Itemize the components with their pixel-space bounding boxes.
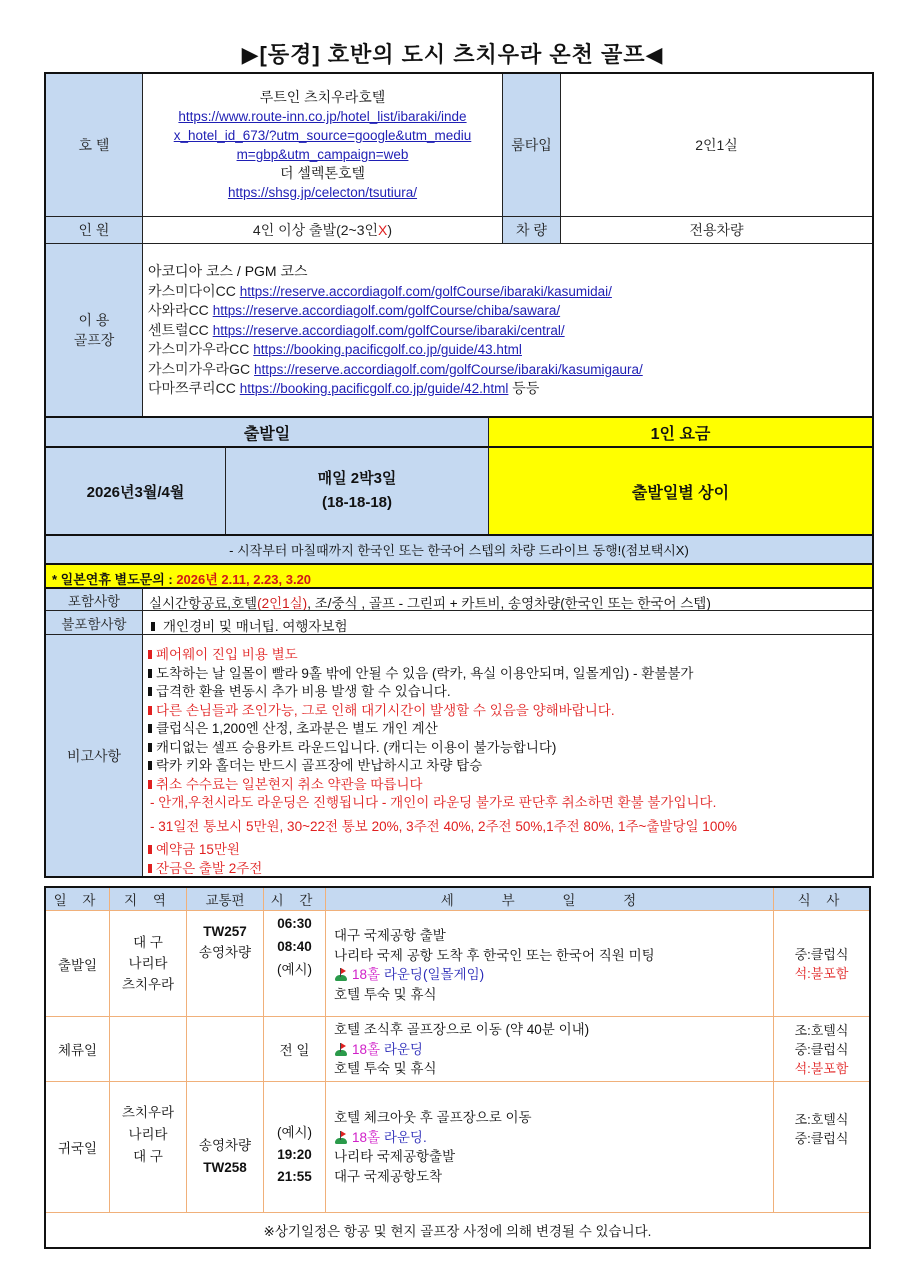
courses-intro: 아코디아 코스 / PGM 코스 — [148, 263, 308, 279]
bullet-icon — [148, 669, 152, 678]
excluded-value: 개인경비 및 매너팁. 여행자보험 — [142, 610, 872, 634]
col-header-time: 시 간 — [263, 888, 325, 910]
course-link[interactable]: https://reserve.accordiagolf.com/golfCourse/ibaraki/kasumidai/ — [239, 283, 612, 299]
col-header-region: 지 역 — [109, 888, 186, 910]
row-day: 출발일 — [46, 910, 109, 1016]
hotel-info — [142, 74, 502, 216]
people-value: 4인 이상 출발(2~3인 X ) — [142, 216, 502, 243]
bullet-icon — [148, 650, 152, 659]
remarks-list — [148, 646, 737, 878]
row-time: 06:30 08:40 (예시) — [263, 910, 325, 1016]
vehicle-value: 전용차량 — [560, 216, 872, 243]
courses-label: 이 용 골프장 — [46, 243, 142, 416]
course-link[interactable]: https://reserve.accordiagolf.com/golfCourse/chiba/sawara/ — [212, 303, 561, 318]
row-details: 호텔 체크아웃 후 골프장으로 이동 18홀 라운딩. 나리타 국제공항출발 대구 국제공항도착 — [325, 1081, 773, 1212]
remark-item: - 31일전 통보시 5만원, 30~22전 통보 20%, 3주전 40%, 2주전 50%,1주전 80%, 1주~출발당일 100% — [150, 818, 737, 834]
row-day: 체류일 — [46, 1016, 109, 1081]
row-meals: 조:호텔식 중:클럽식 석:불포함 — [773, 1016, 869, 1081]
course-link[interactable]: https://reserve.accordiagolf.com/golfCourse/ibaraki/kasumigaura/ — [254, 361, 643, 377]
row-details: 대구 국제공항 출발 나리타 국제 공항 도착 후 한국인 또는 한국어 직원 미팅 18홀 라운딩(일몰게임) 호텔 투숙 및 휴식 — [325, 910, 773, 1016]
included-value: 실시간항공료,호텔(2인1실), 조/중식 , 골프 - 그린피 + 카트비, 송영차량(한국인 또는 한국어 스텝) — [142, 587, 872, 610]
hotel-name-2: 더 셀렉톤호텔 — [279, 165, 366, 181]
hotel-link-2[interactable]: https://shsg.jp/celecton/tsutiura/ — [227, 185, 418, 200]
col-header-meals: 식 사 — [773, 888, 869, 910]
schedule-disclaimer: ※상기일정은 항공 및 현지 골프장 사정에 의해 변경될 수 있습니다. — [46, 1212, 869, 1247]
departure-header: 출발일 — [46, 416, 488, 446]
course-item: 센트럴CC https://reserve.accordiagolf.com/golfCourse/ibaraki/central/ — [148, 321, 565, 338]
bullet-icon — [148, 724, 152, 733]
page-title: ▶[동경] 호반의 도시 츠치우라 온천 골프◀ — [241, 42, 664, 67]
price-header: 1인 요금 — [488, 416, 872, 446]
driver-notice: - 시작부터 마칠때까지 한국인 또는 한국어 스텝의 차량 드라이브 동행!(점보택시X) — [46, 534, 872, 563]
remark-item: 클럽식은 1,200엔 산정, 초과분은 별도 개인 계산 — [148, 720, 737, 739]
departure-schedule: 매일 2박3일 (18-18-18) — [225, 446, 488, 534]
golf-flag-icon — [334, 967, 348, 981]
golf-flag-icon — [334, 1042, 348, 1056]
bullet-icon — [148, 845, 152, 854]
hotel-link-1[interactable]: https://www.route-inn.co.jp/hotel_list/ibaraki/inde x_hotel_id_673/?utm_source=google&utm_mediu m=gbp&utm_campaign=web — [173, 109, 472, 162]
golf-flag-icon — [334, 1130, 348, 1144]
room-type-label: 룸타입 — [502, 74, 560, 216]
course-item: 가스미가우라CC https://booking.pacificgolf.co.jp/guide/43.html — [148, 341, 522, 357]
remark-item: 잔금은 출발 2주전 — [148, 860, 737, 879]
row-transport — [186, 1016, 263, 1081]
excluded-label: 불포함사항 — [46, 610, 142, 634]
remark-item: 도착하는 날 일몰이 빨라 9홀 밖에 안될 수 있음 (락카, 욕실 이용안되며, 일몰게임) - 환불불가 — [148, 665, 737, 684]
course-link[interactable]: https://reserve.accordiagolf.com/golfCourse/ibaraki/central/ — [212, 322, 565, 338]
row-meals: 조:호텔식 중:클럽식 — [773, 1081, 869, 1212]
row-region: 대 구 나리타 츠치우라 — [109, 910, 186, 1016]
remark-item: 페어웨이 진입 비용 별도 — [148, 646, 737, 665]
hotel-name-1: 루트인 츠치우라호텔 — [259, 89, 386, 105]
people-label: 인 원 — [46, 216, 142, 243]
bullet-icon — [151, 622, 155, 631]
bullet-icon — [148, 761, 152, 770]
col-header-transport: 교통편 — [186, 888, 263, 910]
row-meals: 중:클럽식 석:불포함 — [773, 910, 869, 1016]
included-label: 포함사항 — [46, 587, 142, 610]
remark-item: 락카 키와 홀더는 반드시 골프장에 반납하시고 차량 탑승 — [148, 757, 737, 776]
course-item: 가스미가우라GC https://reserve.accordiagolf.com/golfCourse/ibaraki/kasumigaura/ — [148, 360, 643, 377]
row-details: 호텔 조식후 골프장으로 이동 (약 40분 이내) 18홀 라운딩 호텔 투숙 및 휴식 — [325, 1016, 773, 1081]
course-link[interactable]: https://booking.pacificgolf.co.jp/guide/42.html — [239, 381, 509, 396]
row-day: 귀국일 — [46, 1081, 109, 1212]
col-header-day: 일 자 — [46, 888, 109, 910]
course-link[interactable]: https://booking.pacificgolf.co.jp/guide/43.html — [253, 342, 522, 357]
price-value: 출발일별 상이 — [488, 446, 872, 534]
remark-item: 예약금 15만원 — [148, 841, 737, 860]
remark-item: 취소 수수료는 일본현지 취소 약관을 따릅니다 — [148, 776, 737, 795]
vehicle-label: 차 량 — [502, 216, 560, 243]
row-transport: 송영차량 TW258 — [186, 1081, 263, 1212]
bullet-icon — [148, 864, 152, 873]
departure-period: 2026년3월/4월 — [46, 446, 225, 534]
bullet-icon — [148, 780, 152, 789]
remark-item: - 안개,우천시라도 라운딩은 진행됩니다 - 개인이 라운딩 불가로 판단후 취소하면 환불 불가입니다. — [150, 795, 717, 810]
course-item: 다마쯔쿠리CC https://booking.pacificgolf.co.jp/guide/42.html 등등 — [148, 380, 540, 396]
bullet-icon — [148, 743, 152, 752]
course-item: 사와라CC https://reserve.accordiagolf.com/golfCourse/chiba/sawara/ — [148, 302, 561, 318]
col-header-details: 세 부 일 정 — [325, 888, 773, 910]
remark-item: 급격한 환율 변동시 추가 비용 발생 할 수 있습니다. — [148, 683, 737, 702]
bullet-icon — [148, 687, 152, 696]
golf-course-list — [148, 262, 643, 399]
remark-item: 캐디없는 셀프 승용카트 라운드입니다. (캐디는 이용이 불가능합니다) — [148, 739, 737, 758]
row-transport: TW257 송영차량 — [186, 910, 263, 1016]
remark-item: 다른 손님들과 조인가능, 그로 인해 대기시간이 발생할 수 있음을 양해바랍니다. — [148, 702, 737, 721]
row-time: 전 일 — [263, 1016, 325, 1081]
row-region — [109, 1016, 186, 1081]
remarks-label: 비고사항 — [46, 634, 142, 876]
bullet-icon — [148, 706, 152, 715]
hotel-label: 호 텔 — [46, 74, 142, 216]
room-type-value: 2인1실 — [560, 74, 872, 216]
course-item: 카스미다이CC https://reserve.accordiagolf.com/golfCourse/ibaraki/kasumidai/ — [148, 282, 612, 299]
holiday-notice: * 일본연휴 별도문의 : 2026년 2.11, 2.23, 3.20 — [46, 563, 872, 587]
row-region: 츠치우라 나리타 대 구 — [109, 1081, 186, 1212]
row-time: (예시) 19:20 21:55 — [263, 1081, 325, 1212]
